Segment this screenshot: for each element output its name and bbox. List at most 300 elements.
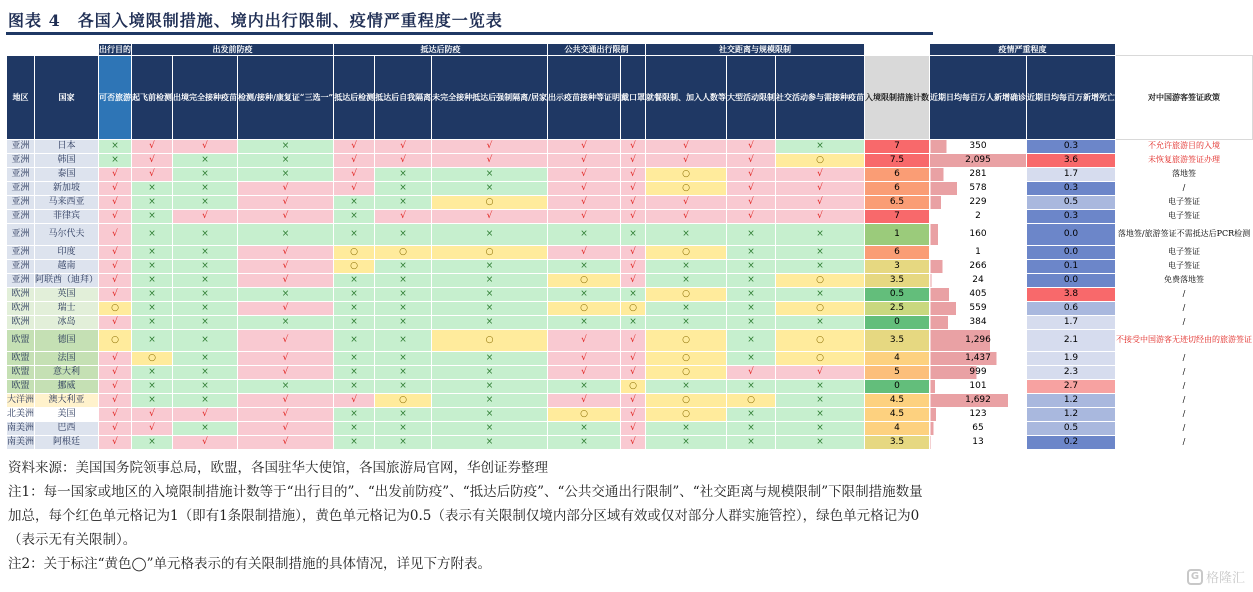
count-cell: 3	[865, 260, 930, 274]
measure-cell: ×	[776, 380, 865, 394]
visa-cell: 不允许旅游目的入境	[1116, 140, 1253, 154]
footnotes	[8, 456, 933, 576]
deaths-cell: 0.3	[1027, 210, 1116, 224]
measure-cell: √	[99, 366, 132, 380]
measure-cell: ×	[132, 316, 173, 330]
measure-cell: ×	[132, 380, 173, 394]
deaths-cell: 0.3	[1027, 140, 1116, 154]
measure-cell: ○	[375, 246, 432, 260]
measure-cell: ○	[646, 288, 727, 302]
measure-cell: ×	[375, 168, 432, 182]
measure-cell: √	[238, 352, 334, 366]
measure-cell: ×	[375, 260, 432, 274]
measure-cell: ○	[432, 330, 548, 352]
measure-cell: ×	[776, 316, 865, 330]
count-cell: 0.5	[865, 288, 930, 302]
region-cell: 欧盟	[7, 380, 35, 394]
count-cell: 2.5	[865, 302, 930, 316]
measure-cell: ○	[727, 394, 776, 408]
measure-cell: √	[173, 140, 238, 154]
col-header-3: 起飞前检测	[132, 56, 173, 140]
measure-cell: ×	[621, 288, 646, 302]
measure-cell: ×	[132, 224, 173, 246]
measure-cell: ×	[173, 330, 238, 352]
measure-cell: ×	[132, 196, 173, 210]
region-cell: 亚洲	[7, 260, 35, 274]
measure-cell: √	[548, 352, 621, 366]
measure-cell: √	[621, 274, 646, 288]
measure-cell: √	[334, 168, 375, 182]
measure-cell: ×	[548, 380, 621, 394]
measure-cell: √	[548, 168, 621, 182]
measure-cell: ×	[132, 302, 173, 316]
measure-cell: ×	[646, 422, 727, 436]
count-cell: 0	[865, 316, 930, 330]
count-cell: 3.5	[865, 330, 930, 352]
note-1: 注1：每一国家或地区的入境限制措施计数等于“出行目的”、“出发前防疫”、“抵达后防疫”、“公共交通出行限制”、“社交距离与规模限制”下限制措施数量加总，每个红色单元格记为1（即有1条限制措施），黄色单元格记为0.5（表示有关限制仅境内部分区域有效或仅对部分人群实施管控），绿色单元格记为0（表示无有关限制）。	[8, 484, 923, 548]
cases-cell: 123	[930, 408, 1027, 422]
measure-cell: ○	[646, 182, 727, 196]
measure-cell: ×	[334, 422, 375, 436]
measure-cell: ×	[646, 316, 727, 330]
measure-cell: ×	[173, 182, 238, 196]
measure-cell: √	[432, 210, 548, 224]
measure-cell: ×	[334, 302, 375, 316]
visa-cell: /	[1116, 422, 1253, 436]
measure-cell: √	[621, 436, 646, 450]
cases-cell: 999	[930, 366, 1027, 380]
cases-cell: 405	[930, 288, 1027, 302]
table-row	[7, 302, 1253, 316]
measure-cell: √	[621, 352, 646, 366]
measure-cell: √	[548, 246, 621, 260]
measure-cell: √	[99, 288, 132, 302]
measure-cell: ×	[548, 224, 621, 246]
deaths-cell: 0.5	[1027, 422, 1116, 436]
deaths-cell: 0.0	[1027, 224, 1116, 246]
measure-cell: ×	[776, 260, 865, 274]
measure-cell: ×	[432, 380, 548, 394]
deaths-cell: 0.2	[1027, 436, 1116, 450]
visa-cell: 落地签/旅游签证不需抵达后PCR检测	[1116, 224, 1253, 246]
deaths-cell: 2.7	[1027, 380, 1116, 394]
measure-cell: ×	[727, 408, 776, 422]
measure-cell: ×	[173, 274, 238, 288]
measure-cell: ×	[646, 224, 727, 246]
country-cell: 越南	[35, 260, 99, 274]
table-row	[7, 224, 1253, 246]
col-header-12: 大型活动限制	[727, 56, 776, 140]
count-cell: 7.5	[865, 154, 930, 168]
measure-cell: ×	[334, 210, 375, 224]
measure-cell: ×	[727, 288, 776, 302]
measure-cell: ×	[432, 366, 548, 380]
measure-cell: √	[132, 408, 173, 422]
measure-cell: ×	[646, 260, 727, 274]
measure-cell: √	[132, 422, 173, 436]
cases-cell: 1,296	[930, 330, 1027, 352]
measure-cell: ×	[375, 422, 432, 436]
measure-cell: ×	[334, 274, 375, 288]
measure-cell: ×	[727, 260, 776, 274]
measure-cell: √	[727, 154, 776, 168]
measure-cell: √	[621, 394, 646, 408]
measure-cell: ×	[173, 366, 238, 380]
region-cell: 南美洲	[7, 436, 35, 450]
cases-cell: 13	[930, 436, 1027, 450]
measure-cell: ×	[173, 260, 238, 274]
cases-cell: 229	[930, 196, 1027, 210]
count-cell: 7	[865, 140, 930, 154]
measure-cell: ×	[621, 224, 646, 246]
measure-cell: √	[132, 140, 173, 154]
group-arrival: 抵达后防疫	[334, 44, 548, 56]
cases-cell: 281	[930, 168, 1027, 182]
measure-cell: ×	[432, 182, 548, 196]
country-cell: 英国	[35, 288, 99, 302]
measure-cell: √	[776, 182, 865, 196]
region-cell: 北美洲	[7, 408, 35, 422]
measure-cell: √	[548, 140, 621, 154]
measure-cell: ×	[173, 352, 238, 366]
measure-cell: √	[646, 210, 727, 224]
measure-cell: √	[548, 182, 621, 196]
country-cell: 澳大利亚	[35, 394, 99, 408]
measure-cell: √	[727, 140, 776, 154]
measure-cell: √	[238, 408, 334, 422]
col-header-6: 抵达后检测	[334, 56, 375, 140]
measure-cell: √	[238, 422, 334, 436]
measure-cell: √	[646, 154, 727, 168]
measure-cell: √	[646, 140, 727, 154]
region-cell: 欧洲	[7, 316, 35, 330]
measure-cell: ×	[334, 380, 375, 394]
measure-cell: √	[99, 436, 132, 450]
measure-cell: √	[776, 366, 865, 380]
region-cell: 亚洲	[7, 196, 35, 210]
measure-cell: ×	[132, 394, 173, 408]
measure-cell: √	[621, 246, 646, 260]
measure-cell: ×	[173, 316, 238, 330]
country-cell: 阿根廷	[35, 436, 99, 450]
measure-cell: ×	[334, 316, 375, 330]
count-cell: 6	[865, 168, 930, 182]
country-cell: 新加坡	[35, 182, 99, 196]
measure-cell: √	[548, 196, 621, 210]
visa-cell: /	[1116, 182, 1253, 196]
measure-cell: ×	[727, 380, 776, 394]
measure-cell: ○	[776, 330, 865, 352]
measure-cell: ○	[432, 246, 548, 260]
measure-cell: ×	[99, 140, 132, 154]
measure-cell: ○	[646, 394, 727, 408]
country-cell: 韩国	[35, 154, 99, 168]
measure-cell: √	[548, 154, 621, 168]
measure-cell: √	[238, 210, 334, 224]
country-cell: 泰国	[35, 168, 99, 182]
cases-cell: 350	[930, 140, 1027, 154]
measure-cell: ×	[132, 366, 173, 380]
measure-cell: ×	[238, 168, 334, 182]
region-cell: 亚洲	[7, 224, 35, 246]
source-note: 资料来源：美国国务院领事总局，欧盟，各国驻华大使馆，各国旅游局官网，华创证券整理	[8, 460, 548, 476]
cases-cell: 384	[930, 316, 1027, 330]
measure-cell: √	[548, 330, 621, 352]
measure-cell: ×	[132, 436, 173, 450]
visa-cell: /	[1116, 352, 1253, 366]
measure-cell: √	[621, 196, 646, 210]
measure-cell: ×	[776, 140, 865, 154]
country-cell: 阿联酋（迪拜）	[35, 274, 99, 288]
deaths-cell: 1.9	[1027, 352, 1116, 366]
cases-cell: 65	[930, 422, 1027, 436]
col-header-11: 就餐限制、加入人数等	[646, 56, 727, 140]
table-row	[7, 408, 1253, 422]
table-row	[7, 352, 1253, 366]
measure-cell: ×	[375, 380, 432, 394]
measure-cell: ×	[727, 302, 776, 316]
measure-cell: ×	[375, 316, 432, 330]
count-cell: 6	[865, 182, 930, 196]
country-cell: 印度	[35, 246, 99, 260]
measure-cell: ×	[375, 182, 432, 196]
region-cell: 欧洲	[7, 302, 35, 316]
table-row	[7, 210, 1253, 224]
region-cell: 大洋洲	[7, 394, 35, 408]
table-row	[7, 154, 1253, 168]
country-cell: 法国	[35, 352, 99, 366]
measure-cell: ×	[132, 210, 173, 224]
measure-cell: √	[548, 394, 621, 408]
measure-cell: ×	[646, 436, 727, 450]
measure-cell: ×	[173, 302, 238, 316]
deaths-cell: 1.7	[1027, 168, 1116, 182]
measure-cell: ×	[375, 330, 432, 352]
measure-cell: ×	[375, 366, 432, 380]
deaths-cell: 3.6	[1027, 154, 1116, 168]
country-cell: 德国	[35, 330, 99, 352]
measure-cell: ×	[776, 422, 865, 436]
measure-cell: √	[776, 210, 865, 224]
measure-cell: ×	[432, 436, 548, 450]
measure-cell: ×	[334, 408, 375, 422]
table-row	[7, 288, 1253, 302]
visa-cell: /	[1116, 302, 1253, 316]
measure-cell: √	[334, 394, 375, 408]
measure-cell: ○	[776, 352, 865, 366]
visa-cell: 电子签证	[1116, 260, 1253, 274]
measure-cell: ×	[334, 366, 375, 380]
measure-cell: ○	[99, 302, 132, 316]
col-header-9: 出示疫苗接种等证明	[548, 56, 621, 140]
measure-cell: ×	[432, 316, 548, 330]
table-row	[7, 422, 1253, 436]
measure-cell: ○	[646, 246, 727, 260]
measure-cell: √	[99, 352, 132, 366]
measure-cell: ○	[99, 330, 132, 352]
visa-cell: 未恢复旅游签证办理	[1116, 154, 1253, 168]
measure-cell: √	[238, 302, 334, 316]
table-row	[7, 196, 1253, 210]
count-cell: 6.5	[865, 196, 930, 210]
cases-cell: 160	[930, 224, 1027, 246]
measure-cell: ×	[132, 288, 173, 302]
col-header-10: 戴口罩	[621, 56, 646, 140]
region-cell: 亚洲	[7, 246, 35, 260]
measure-cell: √	[621, 408, 646, 422]
measure-cell: ×	[776, 288, 865, 302]
cases-cell: 266	[930, 260, 1027, 274]
measure-cell: ×	[776, 224, 865, 246]
measure-cell: ×	[238, 288, 334, 302]
deaths-cell: 2.1	[1027, 330, 1116, 352]
measure-cell: √	[621, 154, 646, 168]
visa-cell: /	[1116, 394, 1253, 408]
measure-cell: √	[99, 210, 132, 224]
measure-cell: √	[238, 366, 334, 380]
measure-cell: ○	[375, 394, 432, 408]
col-header-16: 近期日均每百万新增死亡	[1027, 56, 1116, 140]
country-cell: 美国	[35, 408, 99, 422]
measure-cell: ×	[375, 302, 432, 316]
measure-cell: √	[548, 366, 621, 380]
title-divider	[6, 32, 933, 35]
visa-cell: /	[1116, 316, 1253, 330]
measure-cell: ×	[173, 394, 238, 408]
measure-cell: √	[132, 154, 173, 168]
measure-cell: √	[621, 140, 646, 154]
measure-cell: ×	[432, 288, 548, 302]
measure-cell: ○	[646, 408, 727, 422]
measure-cell: ×	[776, 436, 865, 450]
measure-cell: ×	[132, 274, 173, 288]
measure-cell: ×	[432, 168, 548, 182]
col-header-15: 近期日均每百万人新增确诊	[930, 56, 1027, 140]
col-header-2: 可否旅游	[99, 56, 132, 140]
col-header-17: 对中国游客签证政策	[1116, 56, 1253, 140]
measure-cell: ×	[432, 352, 548, 366]
measure-cell: √	[99, 316, 132, 330]
measure-cell: √	[621, 182, 646, 196]
measure-cell: ×	[334, 196, 375, 210]
measure-cell: ×	[132, 260, 173, 274]
table-row	[7, 274, 1253, 288]
table-row	[7, 380, 1253, 394]
measure-cell: ○	[548, 302, 621, 316]
measure-cell: ○	[776, 154, 865, 168]
cases-cell: 2,095	[930, 154, 1027, 168]
measure-cell: √	[375, 140, 432, 154]
col-header-5: 检测/接种/康复证“三选一”	[238, 56, 334, 140]
region-cell: 亚洲	[7, 182, 35, 196]
group-severity: 疫情严重程度	[930, 44, 1116, 56]
measure-cell: ×	[621, 316, 646, 330]
measure-cell: ×	[548, 422, 621, 436]
watermark-text: 格隆汇	[1205, 571, 1245, 586]
measure-cell: √	[132, 168, 173, 182]
measure-cell: √	[432, 154, 548, 168]
table-row	[7, 316, 1253, 330]
col-header-14: 入境限制措施计数	[865, 56, 930, 140]
measure-cell: ×	[727, 330, 776, 352]
measure-cell: ○	[646, 352, 727, 366]
measure-cell: √	[621, 210, 646, 224]
measure-cell: ×	[375, 224, 432, 246]
table-row	[7, 182, 1253, 196]
measure-cell: ×	[375, 288, 432, 302]
measure-cell: ×	[238, 224, 334, 246]
col-header-1: 国家	[35, 56, 99, 140]
measure-cell: ×	[132, 330, 173, 352]
measure-cell: √	[621, 366, 646, 380]
measure-cell: ×	[173, 196, 238, 210]
count-cell: 3.5	[865, 274, 930, 288]
measure-cell: ×	[432, 394, 548, 408]
cases-cell: 24	[930, 274, 1027, 288]
measure-cell: ×	[548, 436, 621, 450]
measure-cell: √	[99, 422, 132, 436]
count-cell: 5	[865, 366, 930, 380]
measure-cell: √	[99, 182, 132, 196]
measure-cell: ×	[548, 260, 621, 274]
measure-cell: √	[99, 168, 132, 182]
measure-cell: ×	[132, 182, 173, 196]
measure-cell: √	[238, 260, 334, 274]
measure-cell: √	[727, 182, 776, 196]
measure-cell: ×	[173, 380, 238, 394]
count-cell: 4.5	[865, 394, 930, 408]
col-header-13: 社交活动参与需接种疫苗	[776, 56, 865, 140]
deaths-cell: 0.6	[1027, 302, 1116, 316]
measure-cell: ×	[646, 274, 727, 288]
measure-cell: √	[375, 154, 432, 168]
measure-cell: ×	[727, 436, 776, 450]
measure-cell: √	[238, 436, 334, 450]
measure-cell: √	[99, 380, 132, 394]
deaths-cell: 0.3	[1027, 182, 1116, 196]
measure-cell: ×	[432, 302, 548, 316]
region-cell: 欧盟	[7, 366, 35, 380]
visa-cell: /	[1116, 408, 1253, 422]
col-header-0: 地区	[7, 56, 35, 140]
measure-cell: ○	[776, 274, 865, 288]
measure-cell: √	[727, 366, 776, 380]
measure-cell: ○	[646, 330, 727, 352]
measure-cell: √	[99, 246, 132, 260]
measure-cell: ○	[621, 302, 646, 316]
measure-cell: ×	[776, 246, 865, 260]
measure-cell: √	[727, 168, 776, 182]
measure-cell: √	[776, 168, 865, 182]
measure-cell: ○	[646, 168, 727, 182]
deaths-cell: 0.0	[1027, 246, 1116, 260]
measure-cell: ×	[334, 352, 375, 366]
cases-cell: 578	[930, 182, 1027, 196]
measure-cell: ×	[173, 288, 238, 302]
region-cell: 欧盟	[7, 352, 35, 366]
deaths-cell: 1.2	[1027, 408, 1116, 422]
measure-cell: √	[727, 210, 776, 224]
measure-cell: √	[375, 210, 432, 224]
measure-cell: √	[173, 210, 238, 224]
measure-cell: ○	[776, 302, 865, 316]
measure-cell: ○	[334, 260, 375, 274]
restriction-table	[6, 43, 1253, 450]
measure-cell: ×	[432, 408, 548, 422]
measure-cell: √	[173, 436, 238, 450]
table-row	[7, 260, 1253, 274]
measure-cell: ×	[173, 168, 238, 182]
